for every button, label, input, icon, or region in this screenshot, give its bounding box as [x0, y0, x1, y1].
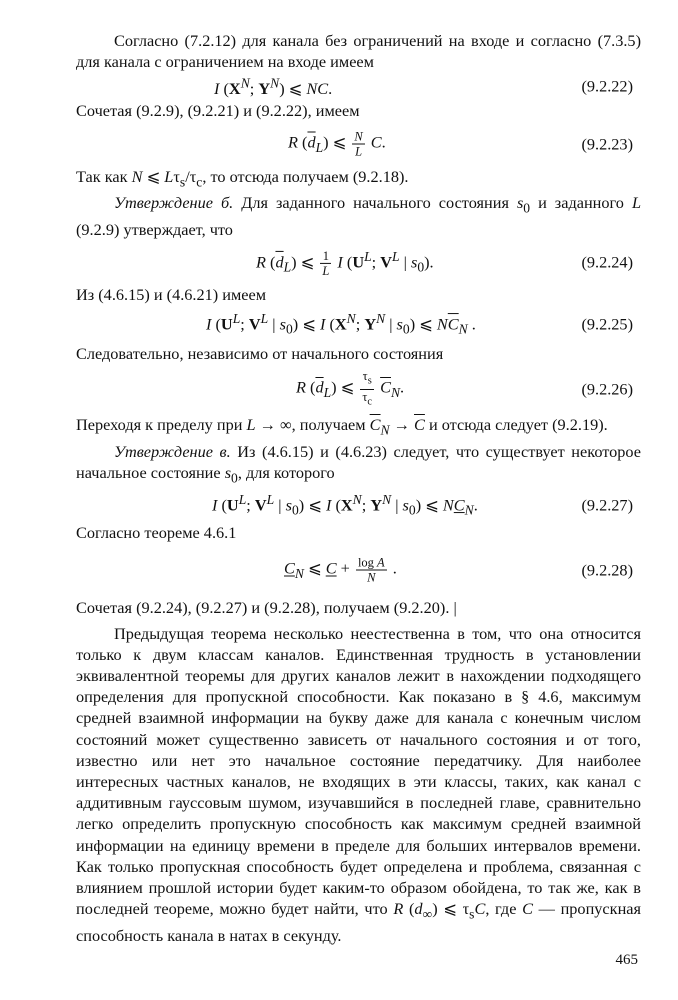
paragraph-7: Переходя к пределу при L → ∞, получаем $\overline{C}_N \to \overline{C}$ и отсюда следует (9.2.19). [76, 415, 608, 438]
formula: $C_N$ ⩽ C + $\frac{\text{log A}}{N}$ . [284, 555, 397, 585]
formula: I ($X^N$; $Y^N$) ⩽ NC. [214, 76, 333, 99]
paragraph-6: Следовательно, независимо от начального состояния [76, 343, 444, 363]
equation-number: (9.2.26) [581, 379, 633, 399]
equation-9-2-24 [76, 240, 641, 284]
formula: R $(\overline{d}_L)$ ⩽ $\frac{N}{L}$ C. [288, 129, 386, 159]
equation-number: (9.2.25) [581, 314, 633, 334]
paragraph-10: Сочетая (9.2.24), (9.2.27) и (9.2.28), получаем (9.2.20). | [76, 598, 457, 618]
page-number: 465 [615, 952, 638, 968]
paragraph-5: Из (4.6.15) и (4.6.21) имеем [76, 284, 267, 304]
equation-number: (9.2.27) [581, 495, 633, 515]
page-body [76, 30, 641, 946]
paragraph-11: Предыдущая теорема несколько неестественна в том, что она относится только к двум классам каналов. Единственная трудность в установлении эквивалентной теоремы для других каналов лежит в нахождении подходящего определения для пропускной способности. Как показано в § 4.6, максимум средней взаимной информации на букву даже для канала с конечным числом состояний может существенно зависеть от начального состояния и от того, известно или нет это начальное состояние передатчику. Для наиболее интересных частных каналов, не входящих в эти классы, таких, как канал с аддитивным гауссовым шумом, изучавшийся в последней главе, сравнительно легко определить пропускную способность как максимум средней взаимной информации на единицу времени в пределе для больших интервалов времени. Как только пропускная способность будет определена и проблема, связанная с влиянием прошлой истории будет каким-то образом обойдена, то так же, как в последней теореме, можно будет найти, что R $(d_\infty)$ ⩽ $\tau_sC$, где C — пропускная способность канала в натах в секунду. [76, 623, 641, 945]
equation-9-2-23 [76, 122, 641, 166]
equation-9-2-25 [76, 305, 641, 343]
formula: I ($U^L$; $V^L$ | $s_0$) ⩽ I ($X^N$; $Y^N$ | $s_0$) ⩽ $NC_N$. [212, 492, 478, 518]
equation-number: (9.2.22) [581, 76, 633, 96]
paragraph-1: Согласно (7.2.12) для канала без ограничений на входе и согласно (7.3.5) для канала с ограничением на входе имеем [76, 31, 641, 72]
equation-number: (9.2.28) [581, 560, 633, 580]
paragraph-9: Согласно теореме 4.6.1 [76, 523, 237, 543]
formula: I ($U^L$; $V^L$ | $s_0$) ⩽ I ($X^N$; $Y^N$ | $s_0$) ⩽ $N\overline{C}_N$ . [206, 310, 476, 337]
equation-9-2-27 [76, 488, 641, 522]
equation-number: (9.2.24) [581, 252, 633, 272]
equation-9-2-22 [76, 72, 641, 100]
equation-9-2-28 [76, 543, 641, 597]
paragraph-2: Сочетая (9.2.9), (9.2.21) и (9.2.22), имеем [76, 101, 360, 121]
formula: R $(\overline{d}_L)$ ⩽ $\frac{\tau_s}{\tau_c}$ $\overline{C}_N$. [296, 369, 405, 408]
paragraph-3: Так как N ⩽ $L\tau_s/\tau_c$, то отсюда получаем (9.2.18). [76, 166, 409, 189]
paragraph-4: Утверждение б. Для заданного начального состояния $s_0$ и заданного L (9.2.9) утверждает, что [76, 193, 642, 239]
equation-9-2-26 [76, 364, 641, 414]
formula: R $(\overline{d}_L)$ ⩽ $\frac{1}{L}$ I ($U^L$; $V^L$ | $s_0$). [256, 248, 434, 278]
paragraph-8: Утверждение в. Из (4.6.15) и (4.6.23) следует, что существует некоторое начальное состояние $s_0$, для которого [76, 441, 641, 486]
equation-number: (9.2.23) [581, 134, 633, 154]
